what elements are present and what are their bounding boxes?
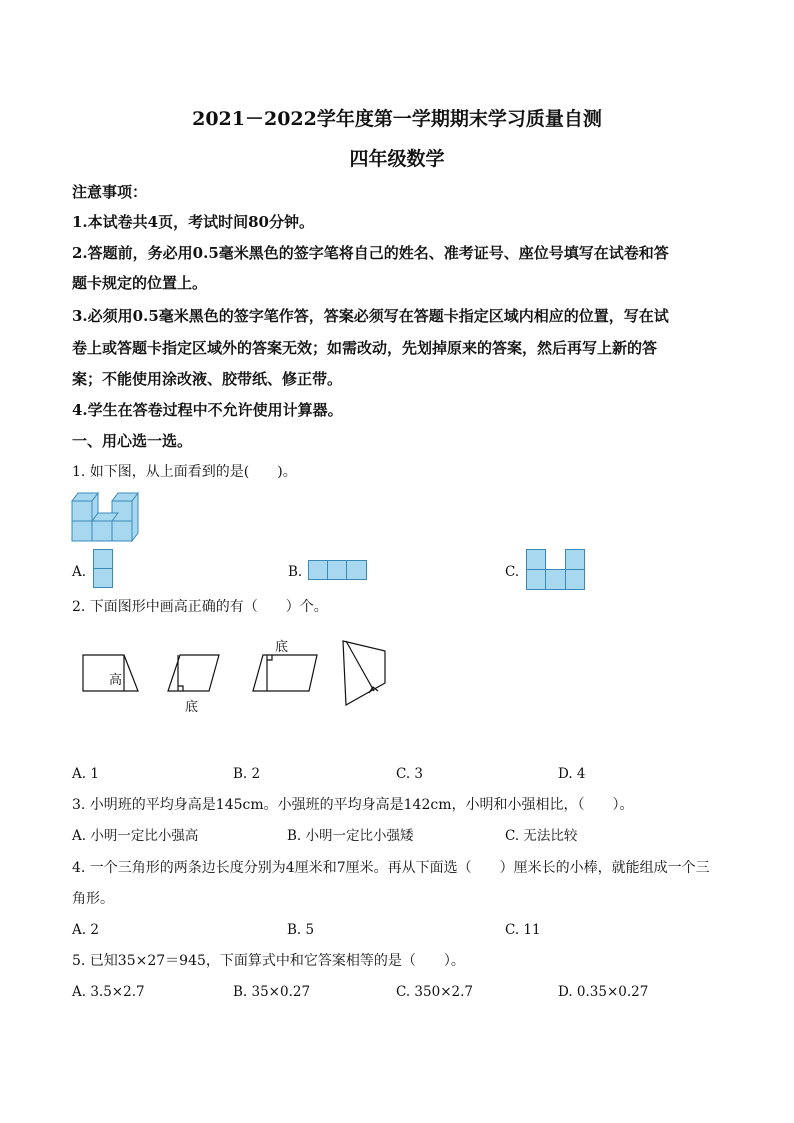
cube-stack-figure — [72, 493, 142, 543]
question-5-stem: 5. 已知35×27＝945，下面算式中和它答案相等的是（ ）。 — [72, 953, 465, 969]
option-a: A. 2 — [72, 922, 99, 938]
option-c: C. 3 — [396, 766, 424, 782]
option-a-figure — [93, 549, 113, 589]
height-figures — [80, 635, 400, 715]
option-b-figure — [308, 560, 368, 581]
notice-line: 3.必须用0.5毫米黑色的签字笔作答，答案必须写在答题卡指定区域内相应的位置，写在试 — [72, 307, 669, 325]
question-2-stem: 2. 下面图形中画高正确的有（ ）个。 — [72, 599, 328, 615]
notice-line: 案；不能使用涂改液、胶带纸、修正带。 — [72, 370, 343, 388]
notice-line: 1.本试卷共4页，考试时间80分钟。 — [72, 213, 314, 231]
page-title: 2021－2022学年度第一学期期末学习质量自测 — [192, 108, 602, 130]
option-a: A. 1 — [72, 766, 99, 782]
option-c: C. 11 — [505, 922, 541, 938]
label-base-1: 底 — [185, 700, 199, 715]
notice-line: 题卡规定的位置上。 — [72, 274, 208, 292]
question-4-stem-cont: 角形。 — [72, 891, 114, 907]
notice-line: 卷上或答题卡指定区域外的答案无效；如需改动，先划掉原来的答案，然后再写上新的答 — [72, 339, 658, 357]
notice-line: 4.学生在答卷过程中不允许使用计算器。 — [72, 401, 343, 419]
notice-heading: 注意事项： — [72, 183, 148, 201]
section-heading: 一、用心选一选。 — [72, 432, 193, 450]
question-4-stem: 4. 一个三角形的两条边长度分别为4厘米和7厘米。再从下面选（ ）厘米长的小棒，就能组成一个三 — [72, 860, 710, 876]
option-b: B. 2 — [233, 766, 261, 782]
option-c-figure — [526, 549, 586, 591]
option-a: A. 3.5×2.7 — [72, 984, 145, 1000]
page-subtitle: 四年级数学 — [349, 148, 445, 170]
option-d: D. 4 — [558, 766, 586, 782]
label-height: 高 — [109, 673, 123, 688]
option-b: B. 小明一定比小强矮 — [287, 828, 414, 844]
option-b: B. 35×0.27 — [233, 984, 311, 1000]
option-d: D. 0.35×0.27 — [558, 984, 649, 1000]
option-b: B. — [288, 564, 303, 580]
label-base-2: 底 — [275, 640, 289, 655]
question-1-stem: 1. 如下图，从上面看到的是( )。 — [72, 464, 297, 480]
option-c: C. 350×2.7 — [396, 984, 473, 1000]
question-3-stem: 3. 小明班的平均身高是145cm。小强班的平均身高是142cm，小明和小强相比，（ ）。 — [72, 797, 634, 813]
notice-line: 2.答题前，务必用0.5毫米黑色的签字笔将自己的姓名、准考证号、座位号填写在试卷和答 — [72, 244, 669, 262]
option-c: C. 无法比较 — [505, 828, 578, 844]
option-a: A. — [72, 564, 87, 580]
option-a: A. 小明一定比小强高 — [72, 828, 199, 844]
option-b: B. 5 — [287, 922, 315, 938]
option-c: C. — [505, 564, 520, 580]
